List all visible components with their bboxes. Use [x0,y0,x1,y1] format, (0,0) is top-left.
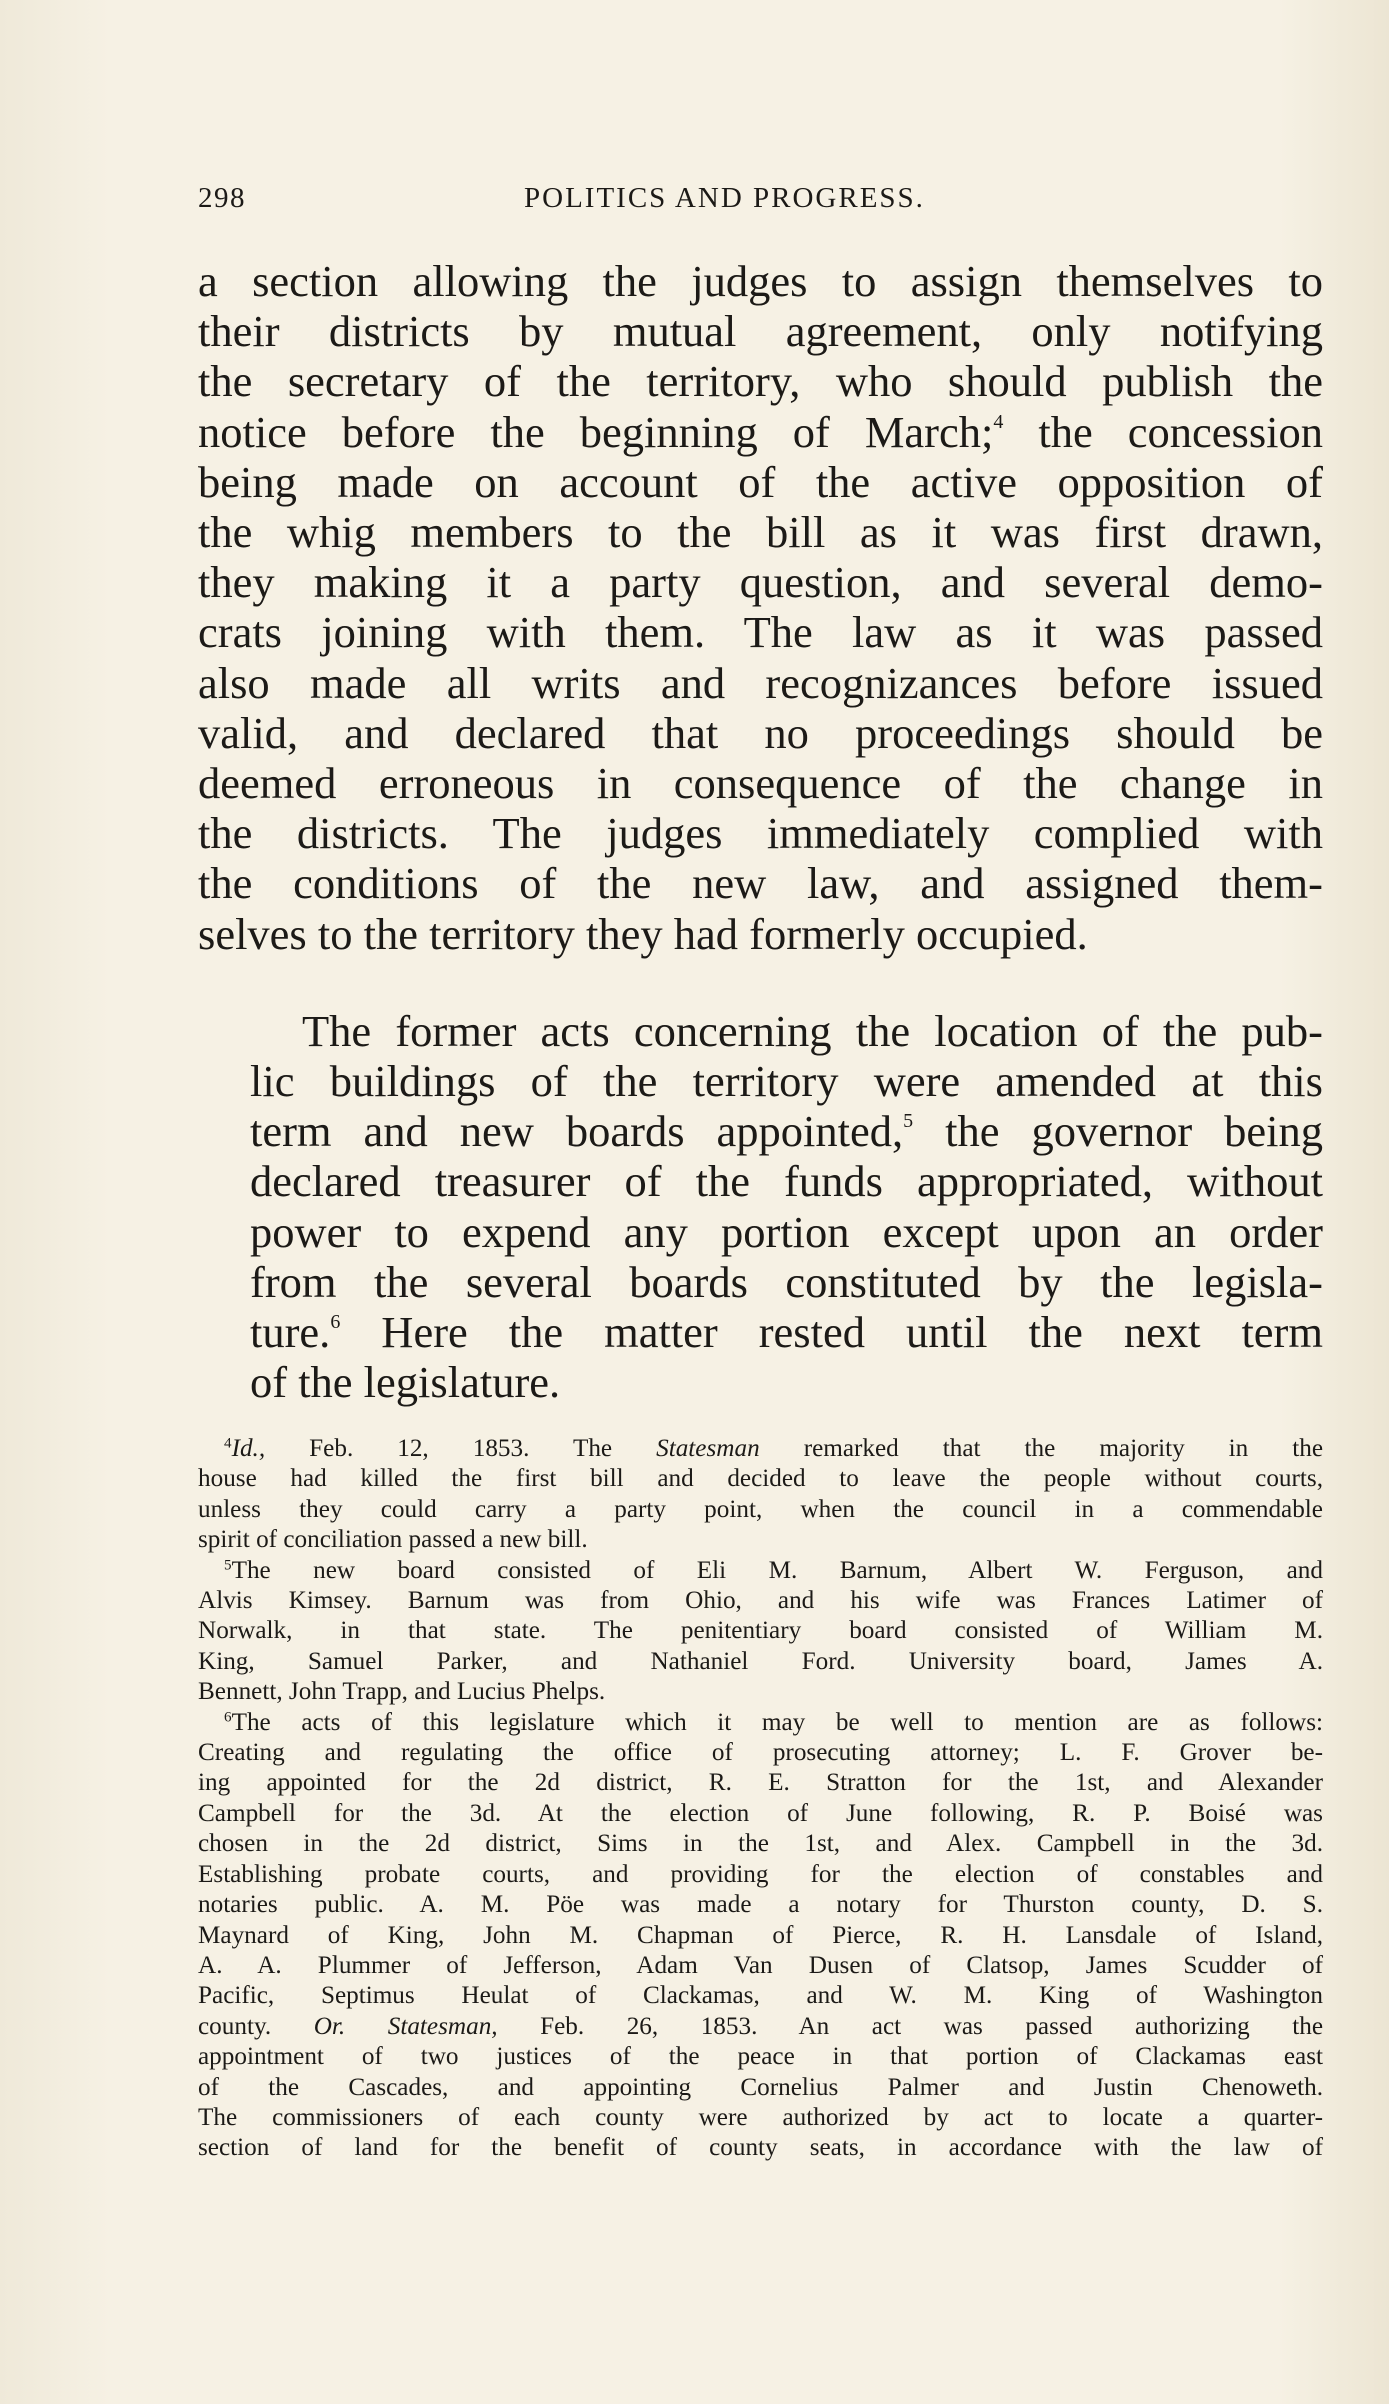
footnote-line: Bennett, John Trapp, and Lucius Phelps. [198,1678,606,1706]
footnote-line: spirit of conciliation passed a new bill. [198,1526,588,1554]
footnote-line: Maynard of King, John M. Chapman of Pierce, R. H. Lansdale of Island, [198,1921,1323,1949]
text-line: the conditions of the new law, and assigned them- [198,858,1323,909]
footnote-mark: 5 [224,1557,232,1574]
footnote-line: ing appointed for the 2d district, R. E. Stratton for the 1st, and Alexander [198,1769,1323,1797]
footnote-ref: 5 [903,1110,914,1133]
text-line: being made on account of the active opposition of [198,456,1323,507]
footnote-line: Creating and regulating the office of prosecuting attorney; L. F. Grover be- [198,1739,1323,1767]
footnote-ref: 6 [330,1311,341,1334]
footnote-line: of the Cascades, and appointing Cornelius Palmer and Justin Chenoweth. [198,2073,1323,2101]
paragraph-1 [198,256,1323,959]
text-line: from the several boards constituted by the legisla- [250,1256,1323,1307]
footnote-4 [198,1434,1323,1556]
running-title: POLITICS AND PROGRESS. [524,182,925,214]
footnote-line: unless they could carry a party point, when the council in a commendable [198,1495,1323,1523]
paragraph-2 [198,1006,1323,1408]
footnote-line: Alvis Kimsey. Barnum was from Ohio, and his wife was Frances Latimer of [198,1587,1323,1615]
main-text [198,256,1323,1407]
footnote-line: county. Or. Statesman, Feb. 26, 1853. An act was passed authorizing the [198,2012,1323,2040]
footnote-line: $^4$Id., Feb. 12, 1853. The Statesman remarked that the majority in the [224,1435,1324,1462]
text-line: term and new boards appointed,$^5$ the governor being [250,1106,1323,1157]
text-line: deemed erroneous in consequence of the change in [198,758,1323,809]
footnote-line: Norwalk, in that state. The penitentiary board consisted of William M. [198,1617,1323,1645]
text-line: crats joining with them. The law as it was passed [198,607,1323,658]
text-line: ture.$^6$ Here the matter rested until the next term [250,1307,1323,1358]
footnote-line: Establishing probate courts, and providing for the election of constables and [198,1860,1323,1888]
footnote-line: section of land for the benefit of county seats, in accordance with the law of [198,2134,1323,2162]
footnote-line: $^6$The acts of this legislature which it may be well to mention are as follows: [224,1708,1323,1736]
footnote-line: A. A. Plummer of Jefferson, Adam Van Dusen of Clatsop, James Scudder of [198,1951,1323,1979]
footnote-line: $^5$The new board consisted of Eli M. Barnum, Albert W. Ferguson, and [224,1556,1323,1584]
text-line: their districts by mutual agreement, only notifying [198,306,1323,357]
footnote-line: The commissioners of each county were authorized by act to locate a quarter- [198,2103,1323,2131]
page-number: 298 [198,182,246,214]
footnote-line: appointment of two justices of the peace in that portion of Clackamas east [198,2043,1323,2071]
text-line: the districts. The judges immediately complied with [198,808,1323,859]
text-line: a section allowing the judges to assign themselves to [198,256,1323,306]
footnote-6 [198,1708,1323,2164]
footnote-ref: 4 [993,410,1004,433]
text-line: lic buildings of the territory were amended at this [250,1056,1323,1107]
text-line: of the legislature. [250,1357,561,1408]
text-line: notice before the beginning of March;$^4$ the concession [198,406,1323,457]
footnote-mark: 4 [224,1435,232,1452]
text-line: they making it a party question, and several demo- [198,557,1323,608]
text-line: also made all writs and recognizances before issued [198,657,1323,708]
footnote-line: chosen in the 2d district, Sims in the 1st, and Alex. Campbell in the 3d. [198,1830,1323,1858]
footnote-line: King, Samuel Parker, and Nathaniel Ford. University board, James A. [198,1647,1323,1675]
text-line: valid, and declared that no proceedings should be [198,707,1323,758]
footnote-line: notaries public. A. M. Pöe was made a notary for Thurston county, D. S. [198,1891,1323,1919]
footnote-line: Pacific, Septimus Heulat of Clackamas, and W. M. King of Washington [198,1982,1323,2010]
footnote-5 [198,1556,1323,1708]
text-line: the secretary of the territory, who should publish the [198,356,1323,407]
running-header [198,182,1318,222]
footnote-line: house had killed the first bill and decided to leave the people without courts, [198,1465,1323,1493]
text-line: selves to the territory they had formerly occupied. [198,908,1088,959]
text-line: The former acts concerning the location of the pub- [302,1005,1323,1056]
footnotes [198,1434,1323,2164]
footnote-line: Campbell for the 3d. At the election of June following, R. P. Boisé was [198,1799,1323,1827]
text-line: declared treasurer of the funds appropriated, without [250,1156,1323,1207]
footnote-mark: 6 [224,1709,232,1726]
text-line: power to expend any portion except upon an order [250,1206,1323,1257]
text-line: the whig members to the bill as it was first drawn, [198,507,1323,558]
